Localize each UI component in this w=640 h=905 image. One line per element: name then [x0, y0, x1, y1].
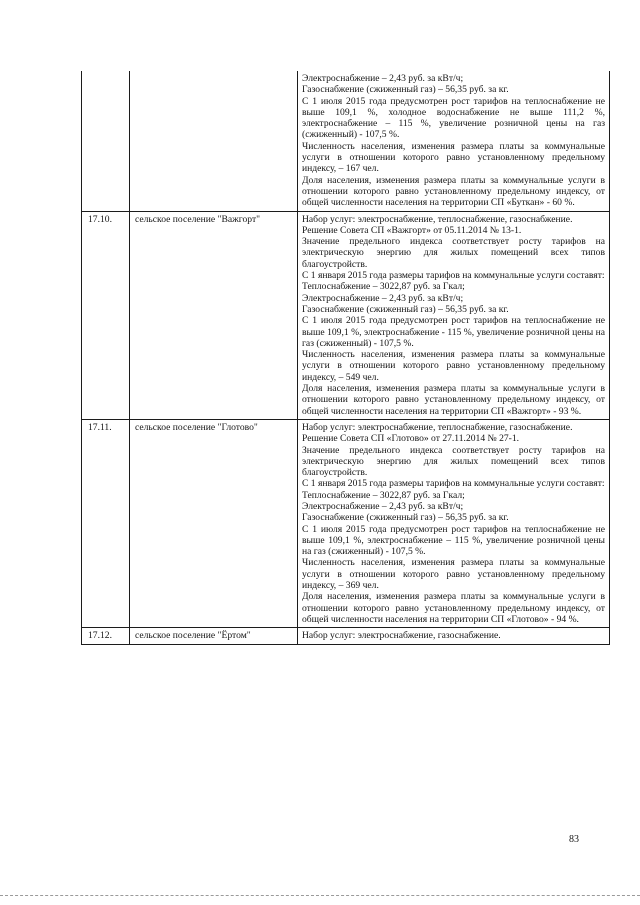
description-line: Численность населения, изменения размера платы за коммунальные услуги в отношении которого равно установленному предельному индексу, – 549 чел. — [302, 349, 605, 383]
description-line: С 1 января 2015 года размеры тарифов на коммунальные услуги составят: — [302, 478, 605, 490]
description-line: Значение предельного индекса соответствует росту тарифов на электрическую энергию для жилых помещений всех типов благоустройств. — [302, 444, 605, 479]
settlement-name: сельское поселение "Глотово" — [130, 419, 298, 627]
description-line: Значение предельного индекса соответствует росту тарифов на электрическую энергию для жилых помещений всех типов благоустройств. — [302, 236, 605, 270]
description-line: Набор услуг: электроснабжение, теплоснабжение, газоснабжение. — [302, 213, 573, 225]
row-number: 17.11. — [82, 419, 130, 627]
description-line: Доля населения, изменения размера платы за коммунальные услуги в отношении которого равно установленному предельному индексу, от общей численности населения на территории СП «Глотово» - 94 %. — [302, 591, 605, 625]
tariff-table — [81, 71, 610, 645]
description-line: Газоснабжение (сжиженный газ) – 56,35 руб. за кг. — [302, 303, 509, 315]
description-line: Численность населения, изменения размера платы за коммунальные услуги в отношении которого равно установленному предельному индексу, – 167 чел. — [302, 140, 605, 175]
row-number — [82, 71, 130, 211]
description-line: Доля населения, изменения размера платы за коммунальные услуги в отношении которого равно установленному предельному индексу, от общей численности населения на территории СП «Буткан» - 60 %. — [302, 174, 605, 209]
table-row — [82, 211, 610, 419]
table-row — [82, 628, 610, 644]
description-line: Решение Совета СП «Важгорт» от 05.11.2014 № 13-1. — [302, 224, 522, 236]
description-line: Газоснабжение (сжиженный газ) – 56,35 руб. за кг. — [302, 84, 509, 96]
description-line: Численность населения, изменения размера платы за коммунальные услуги в отношении которого равно установленному предельному индексу, – 369 чел. — [302, 557, 605, 592]
row-description — [298, 211, 610, 419]
description-line: Электроснабжение – 2,43 руб. за кВт/ч; — [302, 73, 464, 84]
row-number: 17.12. — [82, 628, 130, 644]
description-line: С 1 июля 2015 года предусмотрен рост тарифов на теплоснабжение не выше 109,1 %, электроснабжение – 115 %, увеличение розничной цены на газ (сжиженный) - 107,5 %. — [302, 523, 605, 558]
description-line: Электроснабжение – 2,43 руб. за кВт/ч; — [302, 292, 464, 304]
description-line: Теплоснабжение – 3022,87 руб. за Гкал; — [302, 489, 465, 501]
settlement-name: сельское поселение "Важгорт" — [130, 211, 298, 419]
description-line: Решение Совета СП «Глотово» от 27.11.2014 № 27-1. — [302, 433, 520, 445]
row-description — [298, 419, 610, 627]
description-line: С 1 июля 2015 года предусмотрен рост тарифов на теплоснабжение не выше 109,1 %, холодное водоснабжение не выше 111,2 %, электроснабжение – 115 %, увеличение розничной цены на газ (сжиженный) - 107,5 %. — [302, 95, 605, 141]
description-line: Доля населения, изменения размера платы за коммунальные услуги в отношении которого равно установленному предельному индексу, от общей численности населения на территории СП «Важгорт» - 93 %. — [302, 383, 605, 417]
description-line: Электроснабжение – 2,43 руб. за кВт/ч; — [302, 500, 464, 512]
row-number: 17.10. — [82, 211, 130, 419]
description-line: Набор услуг: электроснабжение, газоснабжение. — [302, 630, 501, 642]
description-line: Теплоснабжение – 3022,87 руб. за Гкал; — [302, 281, 465, 293]
description-line: Набор услуг: электроснабжение, теплоснабжение, газоснабжение. — [302, 421, 573, 433]
settlement-name — [130, 71, 298, 211]
table-row — [82, 71, 610, 211]
row-description — [298, 628, 610, 644]
description-line: Газоснабжение (сжиженный газ) – 56,35 руб. за кг. — [302, 512, 509, 524]
page-edge-divider — [0, 895, 640, 896]
settlement-name: сельское поселение "Ёртом" — [130, 628, 298, 644]
description-line: С 1 июля 2015 года предусмотрен рост тарифов на теплоснабжение не выше 109,1 %, электроснабжение - 115 %, увеличение розничной цены на газ (сжиженный) - 107,5 %. — [302, 315, 605, 349]
row-description — [298, 71, 610, 211]
table-row — [82, 419, 610, 627]
description-line: С 1 января 2015 года размеры тарифов на коммунальные услуги составят: — [302, 270, 605, 282]
page-number: 83 — [569, 834, 579, 845]
